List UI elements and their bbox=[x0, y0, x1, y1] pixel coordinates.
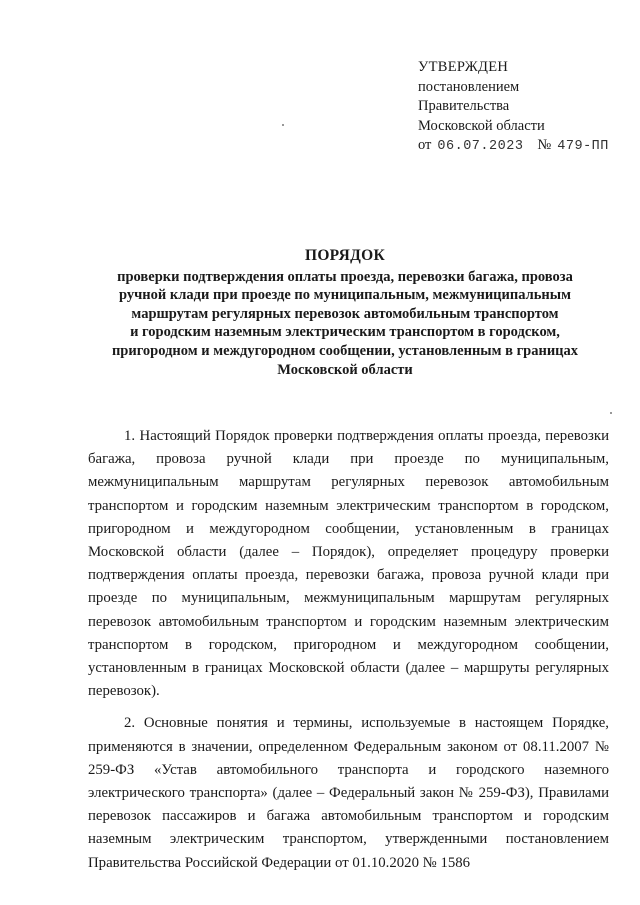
document-title bbox=[95, 247, 595, 379]
paragraph-1: 1. Настоящий Порядок проверки подтверждения оплаты проезда, перевозки багажа, провоза ручной клади при проезде по муниципальным, межмуниципальным маршрутам регулярных перевозок автомобильным транспортом и городским наземным электрическим транспортом в городском, пригородном и междугородном сообщении, установленным в границах Московской области (далее – Порядок), определяет процедуру проверки подтверждения оплаты проезда, перевозки багажа, провоза ручной клади при проезде по муниципальным, межмуниципальным маршрутам регулярных перевозок автомобильным транспортом и городским наземным электрическим транспортом в городском, пригородном и междугородном сообщении, установленным в границах Московской области (далее – маршруты регулярных перевозок). bbox=[88, 428, 609, 700]
approval-line-2: Правительства bbox=[418, 98, 510, 114]
document-body bbox=[88, 425, 609, 884]
approval-number: 479-ПП bbox=[557, 139, 609, 154]
title-line: Московской области bbox=[277, 361, 413, 378]
title-main: ПОРЯДОК bbox=[304, 247, 386, 264]
approval-date: 06.07.2023 bbox=[437, 139, 524, 154]
scan-speck bbox=[282, 124, 284, 126]
approval-heading: УТВЕРЖДЕН bbox=[418, 59, 509, 75]
paragraph-2: 2. Основные понятия и термины, используемые в настоящем Порядке, применяются в значении, определенном Федеральным законом от 08.11.2007 № 259-ФЗ «Устав автомобильного транспорта и городского наземного электрического транспорта» (далее – Федеральный закон № 259-ФЗ), Правилами перевозок пассажиров и багажа автомобильным транспортом и городским наземным электрическим транспортом, утвержденными постановлением Правительства Российской Федерации от 01.10.2020 № 1586 bbox=[88, 715, 609, 871]
date-prefix: от bbox=[418, 137, 432, 153]
title-line: маршрутам регулярных перевозок автомобильным транспортом bbox=[131, 305, 559, 322]
title-line: ручной клади при проезде по муниципальным, межмуниципальным bbox=[119, 287, 571, 304]
approval-line-1: постановлением bbox=[418, 78, 520, 95]
title-line: и городским наземным электрическим транспортом в городском, bbox=[130, 324, 560, 341]
approval-stamp bbox=[418, 58, 609, 157]
title-line: проверки подтверждения оплаты проезда, перевозки багажа, провоза bbox=[117, 268, 573, 285]
approval-line-3: Московской области bbox=[418, 117, 545, 134]
scan-speck bbox=[610, 412, 612, 414]
approval-date-line bbox=[418, 136, 609, 157]
title-line: пригородном и междугородном сообщении, установленным в границах bbox=[111, 342, 579, 359]
number-prefix: № bbox=[537, 137, 552, 153]
